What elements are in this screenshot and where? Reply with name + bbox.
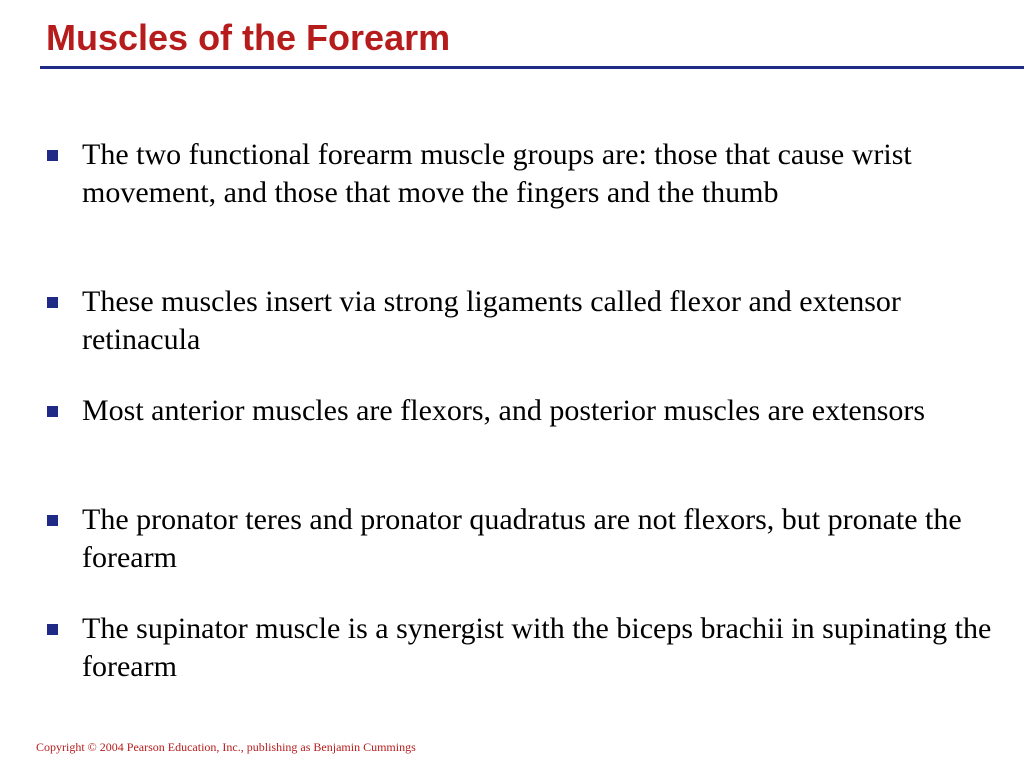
title-divider xyxy=(40,66,1024,69)
square-bullet-icon xyxy=(47,406,58,417)
bullet-item xyxy=(82,392,1002,430)
bullet-item xyxy=(82,610,1002,686)
square-bullet-icon xyxy=(47,515,58,526)
bullet-text: Most anterior muscles are flexors, and posterior muscles are extensors xyxy=(82,394,926,427)
square-bullet-icon xyxy=(47,297,58,308)
square-bullet-icon xyxy=(47,150,58,161)
bullet-text: These muscles insert via strong ligaments called flexor and extensor retinacula xyxy=(82,285,901,356)
square-bullet-icon xyxy=(47,624,58,635)
copyright-footer: Copyright © 2004 Pearson Education, Inc., publishing as Benjamin Cummings xyxy=(36,740,416,754)
bullet-text: The supinator muscle is a synergist with the biceps brachii in supinating the forearm xyxy=(82,612,992,683)
bullet-item xyxy=(82,501,1002,577)
bullet-item xyxy=(82,283,1002,359)
bullet-text: The two functional forearm muscle groups are: those that cause wrist movement, and those that move the fingers and the thumb xyxy=(82,138,912,209)
bullet-item xyxy=(82,136,1002,212)
slide-title: Muscles of the Forearm xyxy=(46,17,451,58)
bullet-text: The pronator teres and pronator quadratus are not flexors, but pronate the forearm xyxy=(82,503,962,574)
